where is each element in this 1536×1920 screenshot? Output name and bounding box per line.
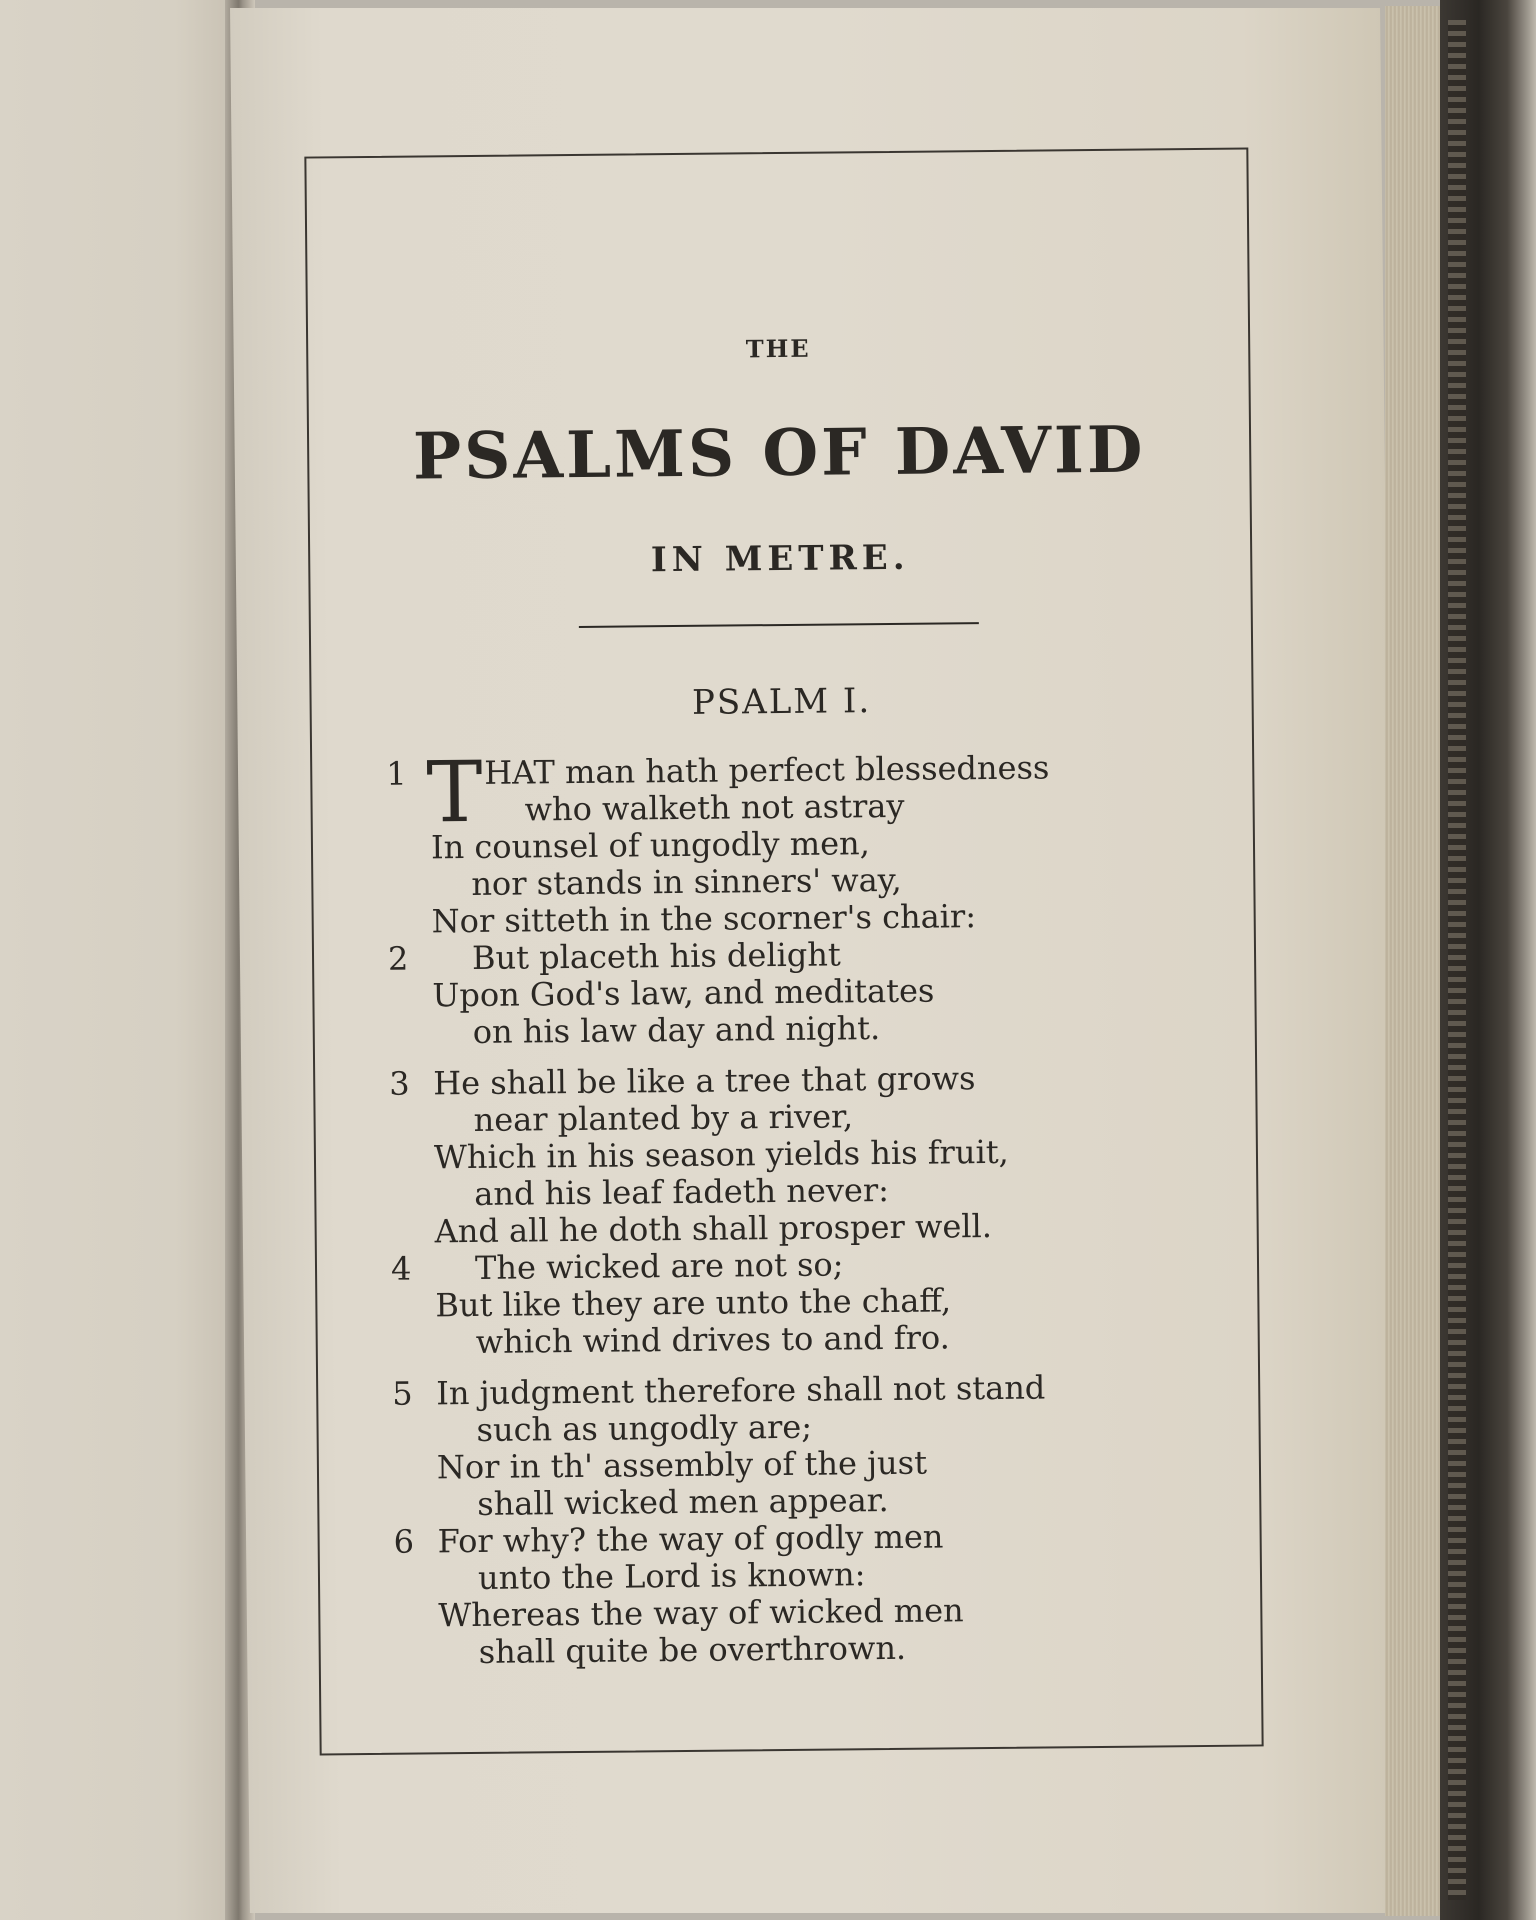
verse-line: In judgment therefore shall not stand bbox=[436, 1368, 1046, 1413]
verse-number: 6 bbox=[393, 1522, 415, 1561]
verse-line: In counsel of ungodly men, bbox=[430, 824, 871, 867]
psalm-text bbox=[386, 742, 1219, 1672]
verse bbox=[387, 933, 1213, 1052]
verse-line: unto the Lord is known: bbox=[477, 1555, 866, 1597]
title-rule bbox=[579, 622, 979, 628]
drop-cap: T bbox=[425, 742, 483, 842]
verse-line: who walketh not astray bbox=[524, 786, 905, 829]
verse-line: HAT man hath perfect blessedness bbox=[484, 748, 1050, 792]
verse-number: 4 bbox=[390, 1249, 412, 1288]
verse-line: And all he doth shall prosper well. bbox=[434, 1207, 993, 1251]
verse-line: For why? the way of godly men bbox=[437, 1517, 944, 1561]
verse-number: 2 bbox=[387, 939, 409, 978]
verse-line: which wind drives to and fro. bbox=[475, 1318, 951, 1361]
verse-line: shall wicked men appear. bbox=[477, 1481, 889, 1523]
page-edges bbox=[1385, 6, 1445, 1916]
facing-page bbox=[0, 0, 250, 1920]
psalm-heading: PSALM I. bbox=[691, 681, 872, 723]
cover-tooling bbox=[1448, 20, 1466, 1900]
verse-line: Nor sitteth in the scorner's chair: bbox=[431, 897, 977, 941]
verse-line: But like they are unto the chaff, bbox=[435, 1281, 952, 1325]
verse-line: But placeth his delight bbox=[471, 935, 841, 977]
verse bbox=[392, 1368, 1217, 1524]
verse-line: and his leaf fadeth never: bbox=[474, 1171, 890, 1213]
verse-line: shall quite be overthrown. bbox=[478, 1628, 907, 1671]
verse-opening bbox=[390, 742, 1211, 842]
verse-line: Upon God's law, and meditates bbox=[432, 971, 935, 1015]
printed-frame bbox=[304, 148, 1263, 1756]
title-article: THE bbox=[745, 333, 811, 364]
verse bbox=[389, 1058, 1215, 1251]
verse-line: near planted by a river, bbox=[473, 1097, 854, 1139]
verse-line: The wicked are not so; bbox=[474, 1245, 844, 1287]
book-subtitle: IN METRE. bbox=[650, 537, 910, 581]
book-title: PSALMS OF DAVID bbox=[412, 412, 1146, 495]
verse bbox=[393, 1516, 1218, 1672]
verse-line: nor stands in sinners' way, bbox=[471, 860, 902, 903]
verse-line: Whereas the way of wicked men bbox=[438, 1591, 964, 1635]
verse-line: Which in his season yields his fruit, bbox=[433, 1132, 1009, 1177]
verse-number: 1 bbox=[386, 754, 407, 793]
verse-line: He shall be like a tree that grows bbox=[433, 1059, 976, 1103]
verse-number: 5 bbox=[392, 1374, 413, 1413]
verse-line: on his law day and night. bbox=[472, 1009, 881, 1051]
verse-line: Nor in th' assembly of the just bbox=[436, 1443, 928, 1487]
verse bbox=[390, 1243, 1216, 1362]
verse bbox=[386, 742, 1212, 941]
verse-line: such as ungodly are; bbox=[476, 1407, 813, 1449]
verse-number: 3 bbox=[389, 1064, 410, 1103]
